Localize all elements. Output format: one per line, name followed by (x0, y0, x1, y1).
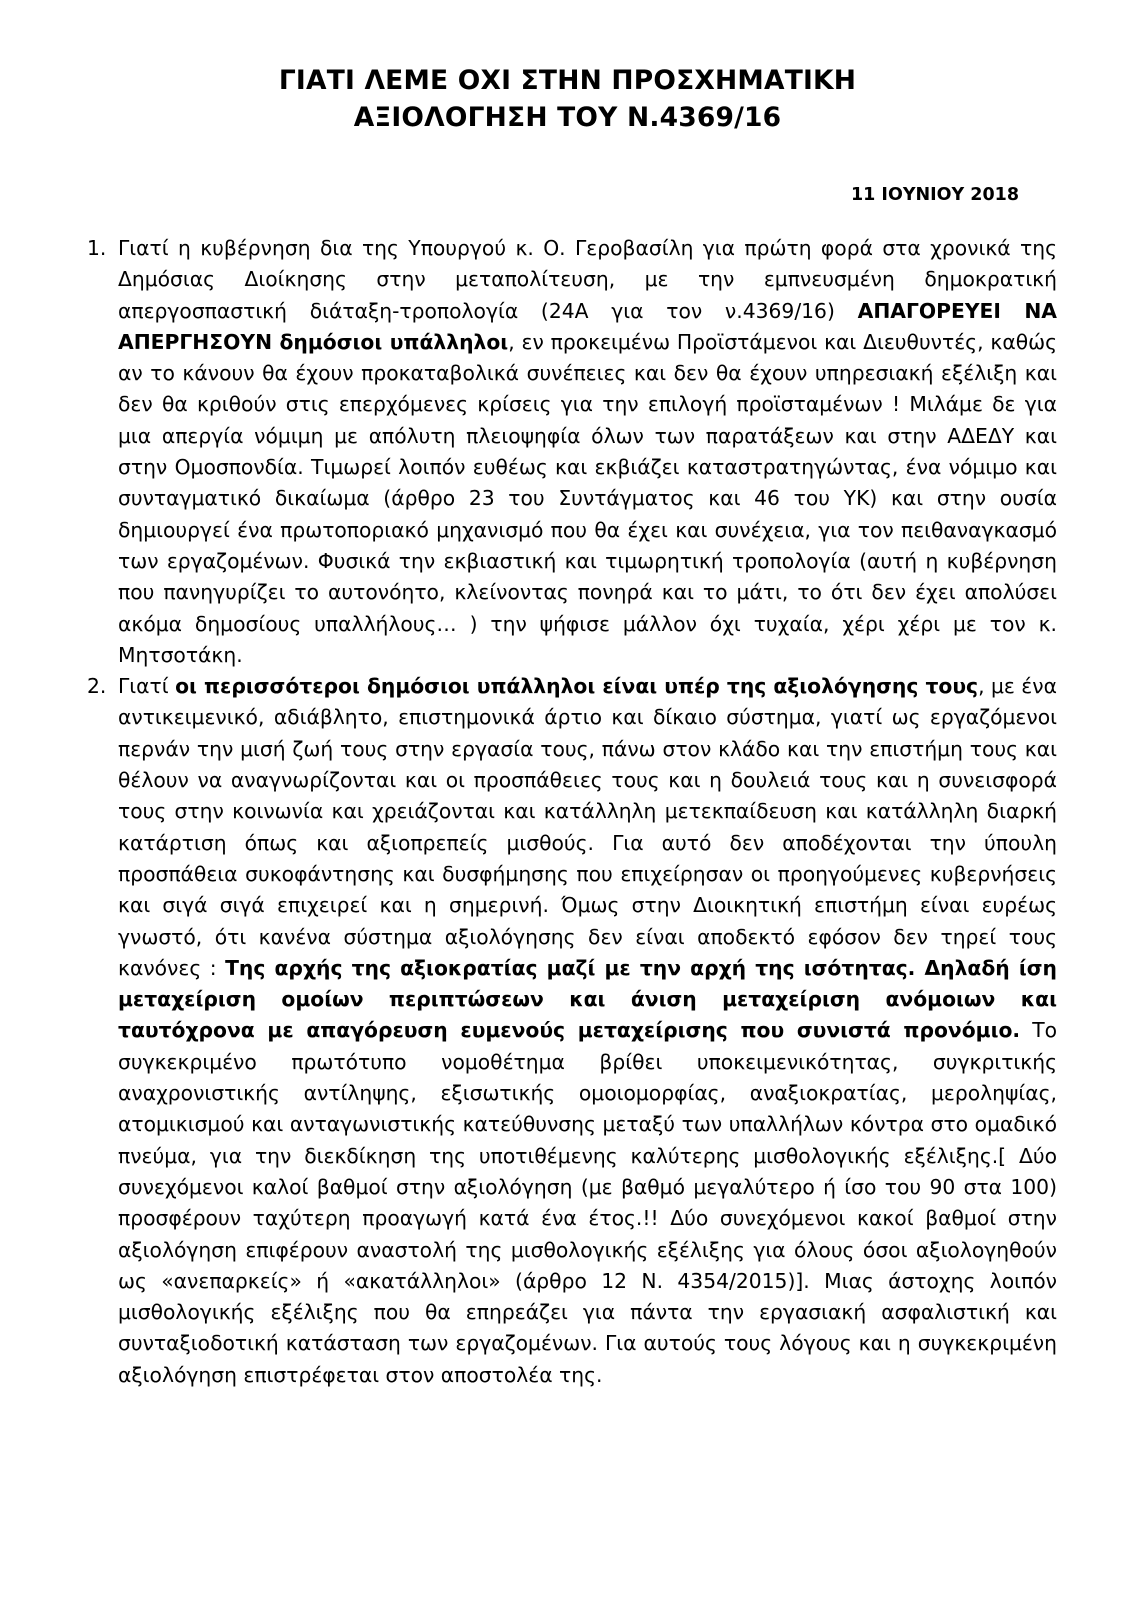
item-text: Γιατί η κυβέρνηση δια της Υπουργού κ. Ο. Γεροβασίλη για πρώτη φορά στα χρονικά της Δημόσιας Διοίκησης στην μεταπολίτευση, με την εμπνευσμένη δημοκρατική απεργοσπαστική διάταξη-τροπολογία (24Α για τον ν.4369/16) (118, 236, 1057, 323)
title-line-2: ΑΞΙΟΛΟΓΗΣΗ ΤΟΥ Ν.4369/16 (353, 102, 782, 133)
item-number: 1. (87, 236, 107, 260)
item-bold-text: οι περισσότεροι δημόσιοι υπάλληλοι είναι υπέρ της αξιολόγησης τους (175, 674, 979, 699)
item-bold-text: ΑΠΑΓΟΡΕΥΕΙ ΝΑ ΑΠΕΡΓΗΣΟΥΝ δημόσιοι υπάλληλοι (118, 298, 1057, 354)
item-text: Το συγκεκριμένο πρωτότυπο νομοθέτημα βρίθει υποκειμενικότητας, συγκριτικής αναχρονιστικής αντίληψης, εξισωτικής ομοιομορφίας, αναξιοκρατίας, μεροληψίας, ατομικισμού και ανταγωνιστικής κατεύθυνσης μεταξύ των υπαλλήλων κόντρα στο ομαδικό πνεύμα, για την διεκδίκηση της υποτιθέμενης καλύτερης μισθολογικής εξέλιξης.[ Δύο συνεχόμενοι καλοί βαθμοί στην αξιολόγηση (με βαθμό μεγαλύτερο ή ίσο του 90 στα 100) προσφέρουν ταχύτερη προαγωγή κατά ένα έτος.!! Δύο συνεχόμενοι κακοί βαθμοί στην αξιολόγηση επιφέρουν αναστολή της μισθολογικής εξέλιξης για όλους όσοι αξιολογηθούν ως «ανεπαρκείς» ή «ακατάλληλοι» (άρθρο 12 Ν. 4354/2015)]. Μιας άστοχης λοιπόν μισθολογικής εξέλιξης που θα επηρεάζει για πάντα την εργασιακή ασφαλιστική και συνταξιοδοτική κατάσταση των εργαζομένων. Για αυτούς τους λόγους και η συγκεκριμένη αξιολόγηση επιστρέφεται στον αποστολέα της. (118, 1018, 1057, 1387)
list-item-1 (87, 233, 1057, 671)
list-item-2 (87, 671, 1057, 1391)
title-line-1: ΓΙΑΤΙ ΛΕΜΕ ΟΧΙ ΣΤΗΝ ΠΡΟΣΧΗΜΑΤΙΚΗ (278, 65, 857, 96)
document-date: 11 ΙΟΥΝΙΟΥ 2018 (850, 185, 1019, 205)
numbered-list (87, 233, 1057, 1391)
item-bold-text: Της αρχής της αξιοκρατίας μαζί με την αρχή της ισότητας. Δηλαδή ίση μεταχείριση ομοίων περιπτώσεων και άνιση μεταχείριση ανόμοιων και ταυτόχρονα με απαγόρευση ευμενούς μεταχείρισης που συνιστά προνόμιο. (118, 955, 1057, 1043)
document-title (78, 62, 1057, 136)
item-text: Γιατί (118, 674, 176, 699)
item-text: , εν προκειμένω Προϊστάμενοι και Διευθυντές, καθώς αν το κάνουν θα έχουν προκαταβολικά συνέπειες και δεν θα έχουν υπηρεσιακή εξέλιξη και δεν θα κριθούν στις επερχόμενες κρίσεις για την επιλογή προϊσταμένων ! Μιλάμε δε για μια απεργία νόμιμη με απόλυτη πλειοψηφία όλων των παρατάξεων και στην ΑΔΕΔΥ και στην Ομοσπονδία. Τιμωρεί λοιπόν ευθέως και εκβιάζει καταστρατηγώντας, ένα νόμιμο και συνταγματικό δικαίωμα (άρθρο 23 του Συντάγματος και 46 του ΥΚ) και στην ουσία δημιουργεί ένα πρωτοποριακό μηχανισμό που θα έχει και συνέχεια, για τον πειθαναγκασμό των εργαζομένων. Φυσικά την εκβιαστική και τιμωρητική τροπολογία (αυτή η κυβέρνηση που πανηγυρίζει το αυτονόητο, κλείνοντας πονηρά και το μάτι, το ότι δεν έχει απολύσει ακόμα δημοσίους υπαλλήλους… ) την ψήφισε μάλλον όχι τυχαία, χέρι χέρι με τον κ. Μητσοτάκη. (118, 329, 1057, 667)
item-text: , με ένα αντικειμενικό, αδιάβλητο, επιστημονικά άρτιο και δίκαιο σύστημα, γιατί ως εργαζόμενοι περνάν την μισή ζωή τους στην εργασία τους, πάνω στον κλάδο και την επιστήμη τους και θέλουν να αναγνωρίζονται και οι προσπάθειες τους και η δουλειά τους και η συνεισφορά τους στην κοινωνία και χρειάζονται και κατάλληλη μετεκπαίδευση και κατάλληλη διαρκή κατάρτιση όπως και αξιοπρεπείς μισθούς. Για αυτό δεν αποδέχονται την ύπουλη προσπάθεια συκοφάντησης και δυσφήμησης που επιχείρησαν οι προηγούμενες κυβερνήσεις και σιγά σιγά επιχειρεί και η σημερινή. Όμως στην Διοικητική επιστήμη είναι ευρέως γνωστό, ότι κανένα σύστημα αξιολόγησης δεν είναι αποδεκτό εφόσον δεν τηρεί τους κανόνες : (118, 674, 1057, 980)
item-number: 2. (87, 674, 107, 699)
